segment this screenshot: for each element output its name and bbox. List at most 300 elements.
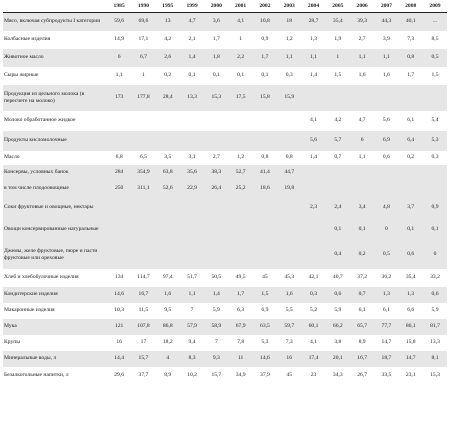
table-cell [228,241,252,269]
table-cell: 18,7 [374,351,398,367]
table-cell [374,85,398,111]
table-row [3,151,447,165]
table-cell: 0,1 [253,67,277,85]
table-cell: 57,9 [180,319,204,335]
table-cell: 173 [107,85,131,111]
table-cell: 1,4 [301,151,325,165]
table-cell: 0,1 [423,219,447,241]
column-header-year: 1990 [131,0,155,13]
table-row [3,241,447,269]
table-cell: 1,8 [204,49,228,67]
table-cell: 22,9 [180,181,204,197]
table-cell: 121 [107,319,131,335]
table-cell [180,131,204,151]
table-cell: 18,6 [253,181,277,197]
column-header-year: 1995 [156,0,180,13]
table-cell: 5,2 [301,303,325,319]
table-cell: 4,7 [180,13,204,31]
table-cell [301,181,325,197]
table-cell [131,219,155,241]
row-label: Хлеб и хлебобулочные изделия [3,269,107,287]
table-cell: 9,3 [204,351,228,367]
table-cell: 0,2 [156,67,180,85]
table-cell [423,165,447,181]
table-cell: 14,7 [374,335,398,351]
table-cell [350,165,374,181]
table-cell: 2,2 [228,49,252,67]
column-header-name [3,0,107,13]
table-cell: 8,9 [156,367,180,385]
table-cell: 354,9 [131,165,155,181]
table-cell: 9,4 [180,335,204,351]
table-cell [423,85,447,111]
table-cell: 5,9 [204,303,228,319]
column-header-year: 2004 [301,0,325,13]
table-row [3,335,447,351]
table-cell [204,197,228,219]
table-cell: 0,5 [423,49,447,67]
table-cell: 81,7 [423,319,447,335]
table-cell: 0,6 [374,151,398,165]
column-header-year: 1985 [107,0,131,13]
table-cell: 0,7 [350,287,374,303]
row-label: Животное масло [3,49,107,67]
table-cell: 5,9 [326,303,350,319]
table-cell: 0,1 [399,219,423,241]
table-cell: 1,1 [374,49,398,67]
table-cell [301,85,325,111]
table-cell: 0,1 [204,67,228,85]
column-header-year: 2000 [204,0,228,13]
table-cell [301,165,325,181]
table-cell: 4,1 [301,335,325,351]
table-cell [423,181,447,197]
table-cell: 0,2 [399,151,423,165]
table-cell: 45 [253,269,277,287]
table-cell [156,131,180,151]
table-cell [131,111,155,131]
row-label: Сыры жирные [3,67,107,85]
table-cell: 1,7 [399,67,423,85]
table-row [3,31,447,49]
table-cell: 6,3 [228,303,252,319]
table-cell: 6 [350,131,374,151]
table-cell: 17,1 [131,31,155,49]
table-cell: 14,6 [253,351,277,367]
table-cell: 42,1 [301,269,325,287]
table-cell: 38,3 [204,165,228,181]
table-cell: 7 [204,335,228,351]
table-cell: 14,6 [107,287,131,303]
table-cell: 15,8 [253,85,277,111]
table-row [3,351,447,367]
row-label: Мука [3,319,107,335]
table-cell: 1 [131,67,155,85]
table-cell: 1,4 [301,67,325,85]
table-cell: 15,7 [131,351,155,367]
table-cell: 5,3 [253,335,277,351]
table-cell: 1,6 [277,287,301,303]
table-cell: 15,7 [204,367,228,385]
table-cell: 0,1 [326,219,350,241]
table-row [3,67,447,85]
column-header-year: 1999 [180,0,204,13]
table-cell: 14,9 [107,31,131,49]
table-cell: 35,4 [399,269,423,287]
table-cell: 13,3 [423,335,447,351]
table-cell: 11,5 [131,303,155,319]
row-label: Колбасные изделия [3,31,107,49]
table-cell: 1,6 [156,287,180,303]
table-cell: 2,7 [204,151,228,165]
table-cell: 18 [277,13,301,31]
table-cell: 177,8 [131,85,155,111]
table-cell: 25,2 [228,181,252,197]
table-cell: 10,3 [107,303,131,319]
table-cell: 114,7 [131,269,155,287]
table-cell [277,241,301,269]
table-cell: 7,3 [399,31,423,49]
table-cell: 39,3 [350,13,374,31]
table-cell [228,131,252,151]
table-cell: 3,1 [180,151,204,165]
table-cell [107,241,131,269]
table-cell: 6,5 [131,151,155,165]
table-cell: 0,8 [253,151,277,165]
table-cell: 13,3 [180,85,204,111]
table-cell [301,219,325,241]
table-cell: 0,6 [399,241,423,269]
table-cell: 5,4 [423,111,447,131]
table-cell: 107,8 [131,319,155,335]
row-label: Соки фруктовые и овощные, нектары [3,197,107,219]
table-cell [204,131,228,151]
table-cell [277,131,301,151]
table-cell: 1,5 [326,67,350,85]
row-label: в том числе плодоовощные [3,181,107,197]
table-row [3,219,447,241]
table-cell [107,197,131,219]
table-cell [180,197,204,219]
table-cell: 23 [301,367,325,385]
table-cell: 45 [277,367,301,385]
table-cell: 1,9 [326,31,350,49]
table-cell: 250 [107,181,131,197]
table-cell: 3,5 [156,151,180,165]
column-header-year: 2006 [350,0,374,13]
table-row [3,287,447,303]
table-cell: 8,9 [350,335,374,351]
table-cell: 1 [228,31,252,49]
table-cell: 1,2 [228,151,252,165]
table-cell: 1,7 [204,31,228,49]
table-cell: 35,6 [180,165,204,181]
table-cell: 284 [107,165,131,181]
table-cell: 4,2 [156,31,180,49]
table-cell: 37,9 [253,367,277,385]
row-label: Мясо, включая субпродукты I категории [3,13,107,31]
table-cell: 17 [131,335,155,351]
table-cell: 8,3 [180,351,204,367]
table-cell: 2,6 [156,49,180,67]
row-label: Овощи консервированные натуральные [3,219,107,241]
table-cell: 0,9 [423,197,447,219]
table-cell: 86,8 [156,319,180,335]
table-cell: 1,1 [301,49,325,67]
table-cell: 1,1 [107,67,131,85]
table-cell [374,181,398,197]
row-label: Минеральные воды, л [3,351,107,367]
table-cell: 1,7 [228,287,252,303]
table-cell: 63,8 [156,165,180,181]
row-label: Масло [3,151,107,165]
table-cell: 4,1 [301,111,325,131]
table-cell: 44,7 [277,165,301,181]
table-cell: 66,2 [326,319,350,335]
table-cell: 40,1 [399,13,423,31]
table-cell: 65,7 [350,319,374,335]
row-label: Молоко обработанное жидкое [3,111,107,131]
table-row [3,165,447,181]
table-cell: 59,6 [107,13,131,31]
table-row [3,49,447,67]
table-cell: 26,4 [204,181,228,197]
column-header-year: 2005 [326,0,350,13]
table-cell: 1,3 [374,287,398,303]
table-cell: 45,3 [277,269,301,287]
row-label: Продукты кисломолочные [3,131,107,151]
table-row [3,303,447,319]
table-cell: 6,9 [374,131,398,151]
table-cell: 5,7 [326,131,350,151]
table-cell [399,85,423,111]
table-cell: 15,8 [399,335,423,351]
table-cell: 16 [107,335,131,351]
table-cell: 1,4 [180,49,204,67]
table-cell: 4,1 [228,13,252,31]
table-cell: 4,8 [374,197,398,219]
column-header-year: 2008 [399,0,423,13]
table-cell: 7,8 [228,335,252,351]
column-header-year: 2001 [228,0,252,13]
table-cell [350,85,374,111]
table-cell [204,241,228,269]
row-label: Продукция из цельного молока (в пересчете на молоко) [3,85,107,111]
table-cell [399,181,423,197]
table-cell: 1,4 [204,287,228,303]
table-cell: 3,8 [326,335,350,351]
table-cell: 1,7 [253,49,277,67]
table-cell: 1 [326,49,350,67]
table-cell [156,219,180,241]
table-cell [228,111,252,131]
table-cell [131,197,155,219]
table-cell: 10,2 [180,367,204,385]
table-row [3,131,447,151]
table-cell [277,197,301,219]
table-cell: 8,5 [423,31,447,49]
table-cell: 0,3 [301,287,325,303]
table-row [3,367,447,385]
table-cell: 5,9 [423,303,447,319]
table-cell: 77,7 [374,319,398,335]
table-cell: 0 [374,219,398,241]
table-cell [204,219,228,241]
table-cell: 15,3 [423,367,447,385]
table-row [3,13,447,31]
table-cell: 0,8 [399,49,423,67]
table-cell [107,219,131,241]
table-cell: 19,8 [277,181,301,197]
table-cell [131,131,155,151]
table-cell: 3,6 [204,13,228,31]
table-cell: 1,3 [301,31,325,49]
table-cell: 0,5 [374,241,398,269]
table-row [3,85,447,111]
table-cell: 4 [156,351,180,367]
table-cell [253,219,277,241]
table-cell: 13 [156,13,180,31]
table-cell: 5,5 [277,303,301,319]
table-cell: 67,9 [228,319,252,335]
table-cell: 17,4 [301,351,325,367]
table-row [3,319,447,335]
table-cell: 9,5 [156,303,180,319]
table-cell: 29,6 [107,367,131,385]
table-header-row [3,0,447,13]
table-cell [107,111,131,131]
table-cell: 2,4 [326,197,350,219]
column-header-year: 2002 [253,0,277,13]
table-cell: 37,7 [131,367,155,385]
table-cell: 40,7 [326,269,350,287]
row-label: Джемы, желе фруктовые, пюре и пасти фруктовые или ореховые [3,241,107,269]
table-cell: 0,2 [350,241,374,269]
table-cell: 1,6 [374,67,398,85]
table-cell [253,197,277,219]
table-cell: 44,3 [374,13,398,31]
table-cell: 0,4 [326,241,350,269]
table-cell: 86,1 [399,319,423,335]
table-cell [228,197,252,219]
table-cell: 23,1 [399,367,423,385]
table-cell: 1,5 [423,67,447,85]
table-cell [180,219,204,241]
table-cell: 3,7 [399,197,423,219]
table-cell: 34,3 [326,367,350,385]
table-cell: 26,7 [350,367,374,385]
table-cell: 6,1 [374,303,398,319]
table-cell: 6,9 [253,303,277,319]
table-cell: 6,6 [399,303,423,319]
table-row [3,111,447,131]
table-cell: 50,5 [204,269,228,287]
table-cell [156,111,180,131]
table-cell: 0,1 [350,219,374,241]
table-cell: 7 [180,303,204,319]
table-cell: 59,7 [277,319,301,335]
table-cell: 1,1 [180,287,204,303]
table-cell [374,165,398,181]
table-cell: 35,4 [326,13,350,31]
table-cell: 60,1 [301,319,325,335]
table-cell: 0,8 [277,151,301,165]
table-cell: 1,5 [253,287,277,303]
table-cell: 6,8 [107,151,131,165]
table-cell: 5,6 [374,111,398,131]
row-label: Макаронные изделия [3,303,107,319]
table-cell: 58,9 [204,319,228,335]
table-cell: 3,4 [350,197,374,219]
table-cell: 0,1 [180,67,204,85]
table-cell: 6,4 [399,131,423,151]
table-cell [301,241,325,269]
table-cell: 17,5 [228,85,252,111]
table-cell: 14,4 [107,351,131,367]
table-cell: 16,7 [350,351,374,367]
table-cell: 52,6 [156,181,180,197]
table-cell: 20,1 [326,351,350,367]
table-cell: 1,2 [277,31,301,49]
table-cell: 2,1 [180,31,204,49]
table-row [3,197,447,219]
table-cell: 11 [228,351,252,367]
table-cell: 0,3 [423,151,447,165]
column-header-year: 2007 [374,0,398,13]
table-cell: 16 [277,351,301,367]
table-cell: 10,8 [253,13,277,31]
table-cell: 1,6 [350,67,374,85]
table-cell: 0,6 [326,287,350,303]
table-cell: 3,9 [374,31,398,49]
table-cell [204,111,228,131]
table-cell [326,181,350,197]
table-cell: 41,4 [253,165,277,181]
table-cell [350,181,374,197]
table-cell: 5,3 [423,131,447,151]
table-cell: 0,1 [228,67,252,85]
table-cell: 28,7 [301,13,325,31]
table-cell [277,111,301,131]
table-cell [180,111,204,131]
table-cell: 8,1 [423,351,447,367]
table-cell: 6,1 [399,111,423,131]
table-cell: 134 [107,269,131,287]
table-body [3,13,447,385]
table-cell: 7,3 [277,335,301,351]
table-cell: 97,4 [156,269,180,287]
table-cell: 37,2 [350,269,374,287]
table-cell: 49,5 [228,269,252,287]
table-cell [253,111,277,131]
table-cell: 0,6 [423,287,447,303]
row-label: Консервы, условных банок [3,165,107,181]
table-cell: 16,7 [131,287,155,303]
table-cell [253,241,277,269]
table-cell: 36,2 [374,269,398,287]
table-cell: 33,5 [374,367,398,385]
table-cell: 1,1 [350,151,374,165]
table-cell: ... [423,13,447,31]
table-cell [107,131,131,151]
table-cell: 52,7 [228,165,252,181]
table-cell: 14,7 [399,351,423,367]
table-cell: 28,4 [156,85,180,111]
table-row [3,181,447,197]
table-cell [228,219,252,241]
table-cell: 2,7 [350,31,374,49]
row-label: Крупы [3,335,107,351]
